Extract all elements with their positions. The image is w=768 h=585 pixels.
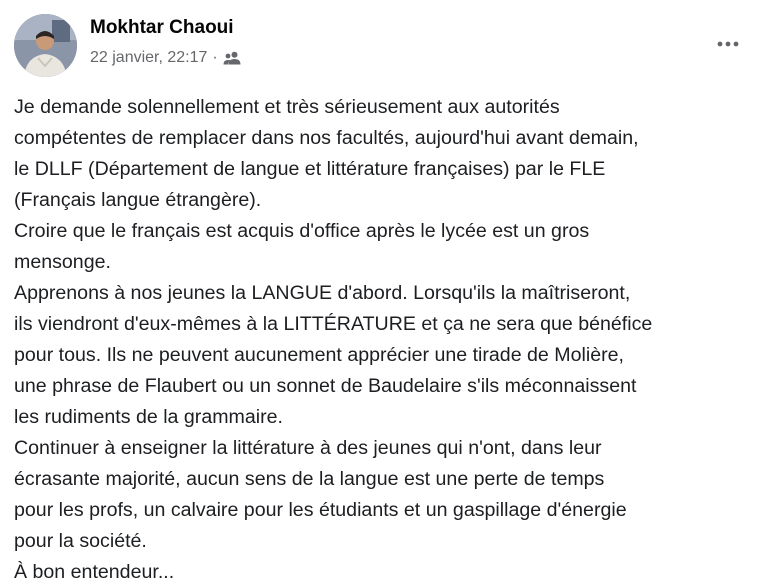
meta-separator: · — [212, 49, 218, 66]
post-text-line: pour les profs, un calvaire pour les étudiants et un gaspillage d'énergie — [14, 499, 627, 521]
post-timestamp[interactable]: 22 janvier, 22:17 — [90, 49, 208, 66]
author-name[interactable]: Mokhtar Chaoui — [90, 17, 234, 38]
post-text-line: une phrase de Flaubert ou un sonnet de Baudelaire s'ils méconnaissent — [14, 375, 637, 397]
post-text-line: Croire que le français est acquis d'office après le lycée est un gros — [14, 220, 590, 242]
post-text-line: Continuer à enseigner la littérature à des jeunes qui n'ont, dans leur — [14, 437, 602, 459]
post-text-line: Je demande solennellement et très sérieusement aux autorités — [14, 96, 560, 118]
post-text-line: pour tous. Ils ne peuvent aucunement apprécier une tirade de Molière, — [14, 344, 624, 366]
post-header — [14, 14, 754, 78]
post-text-line: les rudiments de la grammaire. — [14, 406, 283, 428]
author-block — [90, 16, 241, 68]
more-options-icon[interactable] — [710, 26, 746, 62]
post-text-line: écrasante majorité, aucun sens de la langue est une perte de temps — [14, 468, 605, 490]
post-text-line: pour la société. — [14, 530, 147, 552]
post-text-line: Apprenons à nos jeunes la LANGUE d'abord. Lorsqu'ils la maîtriseront, — [14, 282, 631, 304]
post-text — [14, 92, 762, 585]
post-meta — [90, 48, 241, 68]
post-text-line: compétentes de remplacer dans nos facultés, aujourd'hui avant demain, — [14, 127, 639, 149]
post-text-line: ils viendront d'eux-mêmes à la LITTÉRATURE et ça ne sera que bénéfice — [14, 313, 653, 335]
post-text-line: À bon entendeur... — [14, 561, 175, 583]
post-text-line: mensonge. — [14, 251, 111, 273]
post-text-line: (Français langue étrangère). — [14, 189, 262, 211]
person-avatar-icon[interactable] — [14, 14, 77, 77]
post-text-line: le DLLF (Département de langue et littérature françaises) par le FLE — [14, 158, 606, 180]
friends-audience-icon[interactable] — [223, 51, 241, 65]
